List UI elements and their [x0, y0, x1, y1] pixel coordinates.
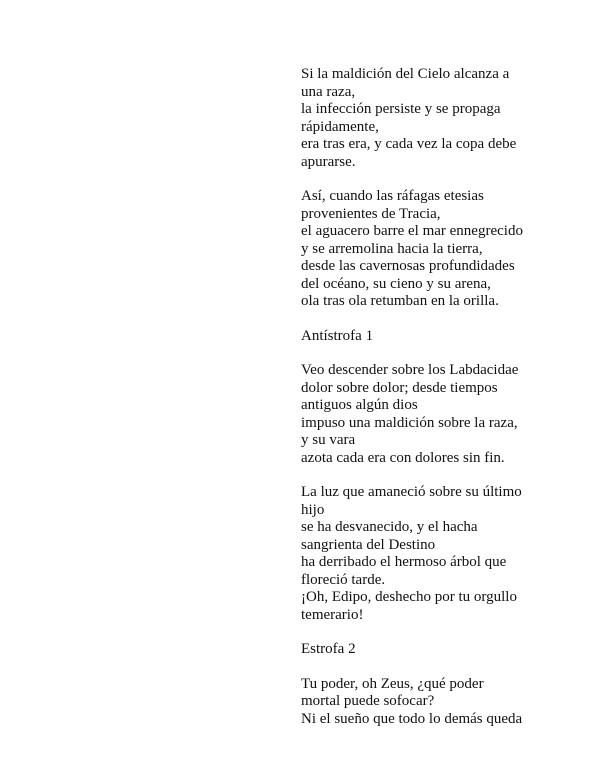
verse-line: Veo descender sobre los Labdacidae: [301, 362, 519, 378]
stanza: [301, 66, 541, 171]
verse-line: Ni el sueño que todo lo demás queda: [301, 710, 523, 727]
verse-line: el aguacero barre el mar ennegrecido: [301, 223, 523, 239]
verse-line: rápidamente,: [301, 118, 379, 135]
verse-line: impuso una maldición sobre la raza,: [301, 414, 518, 431]
verse-line: La luz que amaneció sobre su último: [301, 484, 522, 500]
verse-line: hijo: [301, 501, 325, 518]
verse-line: ha derribado el hermoso árbol que: [301, 554, 507, 570]
poem-text: [301, 66, 541, 745]
verse-line: ola tras ola retumban en la orilla.: [301, 293, 499, 309]
verse-line: azota cada era con dolores sin fin.: [301, 449, 505, 466]
verse-line: Tu poder, oh Zeus, ¿qué poder: [301, 675, 484, 692]
stanza: [301, 362, 541, 467]
section-heading: Estrofa 2: [301, 641, 356, 657]
verse-line: sangrienta del Destino: [301, 536, 436, 553]
verse-line: Si la maldición del Cielo alcanza a: [301, 66, 510, 82]
verse-line: del océano, su cieno y su arena,: [301, 275, 491, 292]
verse-line: y se arremolina hacia la tierra,: [301, 240, 483, 257]
verse-line: ¡Oh, Edipo, deshecho por tu orgullo: [301, 589, 517, 605]
verse-line: una raza,: [301, 83, 356, 100]
verse-line: desde las cavernosas profundidades: [301, 258, 515, 274]
verse-line: y su vara: [301, 432, 356, 448]
verse-line: floreció tarde.: [301, 571, 386, 588]
verse-line: era tras era, y cada vez la copa debe: [301, 136, 517, 152]
verse-line: mortal puede sofocar?: [301, 693, 435, 709]
verse-line: provenientes de Tracia,: [301, 205, 441, 222]
section-heading: Antístrofa 1: [301, 327, 374, 344]
verse-line: dolor sobre dolor; desde tiempos: [301, 379, 498, 396]
verse-line: se ha desvanecido, y el hacha: [301, 519, 478, 535]
stanza: [301, 188, 541, 311]
verse-line: temerario!: [301, 606, 364, 623]
verse-line: Así, cuando las ráfagas etesias: [301, 188, 484, 204]
verse-line: apurarse.: [301, 153, 356, 170]
stanza: [301, 484, 541, 624]
stanza: [301, 676, 541, 729]
verse-line: antiguos algún dios: [301, 397, 418, 413]
verse-line: la infección persiste y se propaga: [301, 101, 501, 117]
